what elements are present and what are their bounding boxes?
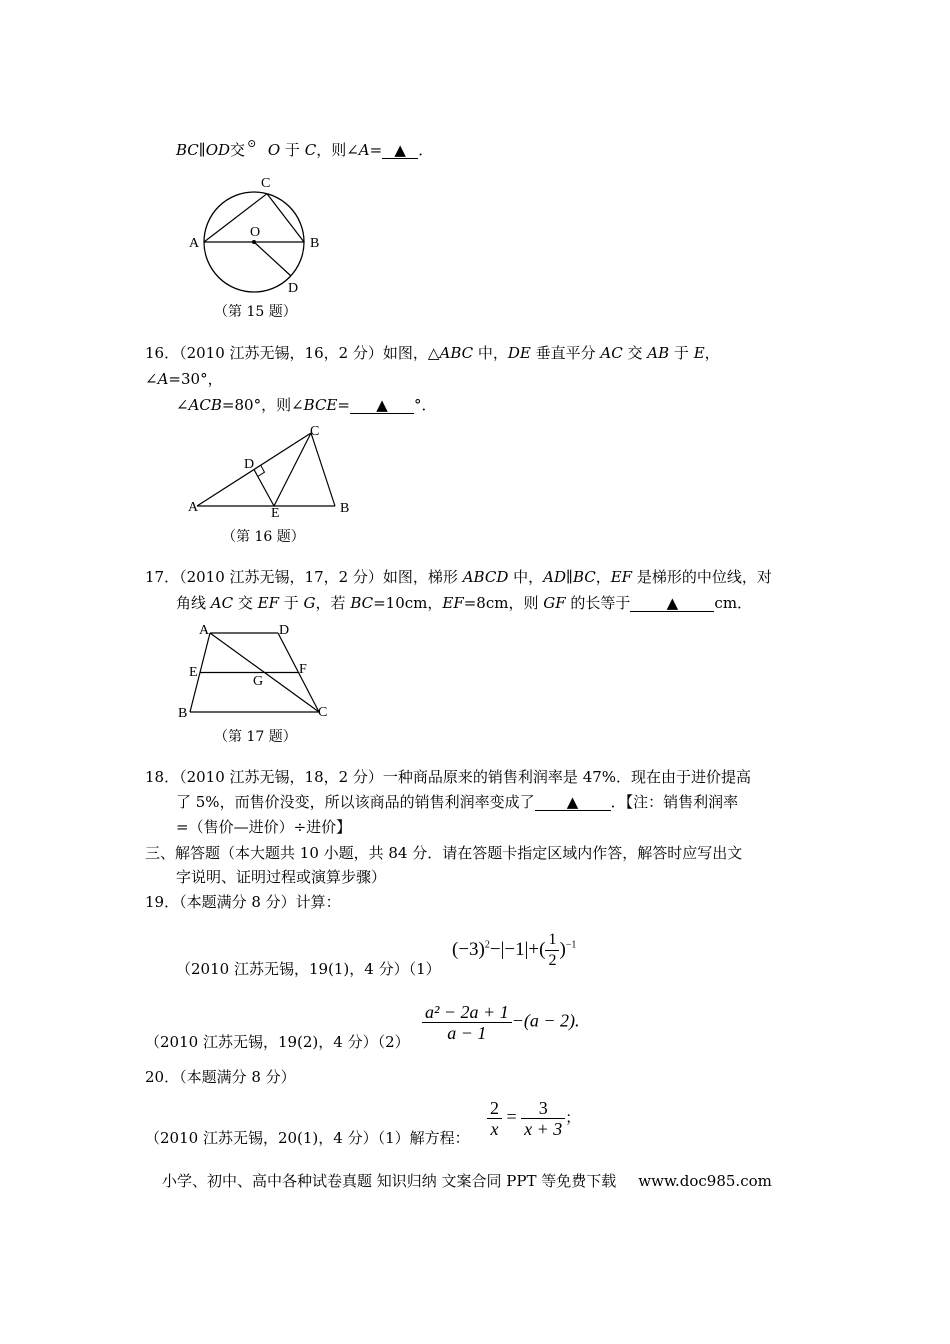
section3-header-cont: 字说明、证明过程或演算步骤） bbox=[176, 868, 387, 886]
tri-abc: ABC bbox=[439, 344, 474, 362]
word-yu: 于 bbox=[669, 344, 694, 362]
q17-caption: （第 17 题） bbox=[214, 729, 297, 745]
label-d: D bbox=[288, 281, 299, 296]
label-d: D bbox=[279, 623, 290, 638]
eq-sign: = bbox=[337, 396, 350, 414]
label-c: C bbox=[261, 176, 271, 191]
seg-od: OD bbox=[205, 141, 231, 159]
q19-part2-expression bbox=[422, 1002, 579, 1043]
word-jiao: 交 bbox=[233, 594, 258, 612]
exponent: −1 bbox=[565, 939, 577, 951]
q16-line3 bbox=[176, 395, 436, 415]
q16-source: （2010 江苏无锡，16，2 分）如图，△ bbox=[179, 344, 440, 362]
degree-period: °． bbox=[413, 396, 437, 414]
numerator: a² − 2a + 1 bbox=[422, 1002, 512, 1023]
answer-blank: ▲ bbox=[350, 397, 414, 414]
comma: ， bbox=[704, 344, 720, 362]
center-dot bbox=[252, 240, 256, 244]
q18-note: ．【注：销售利润率 bbox=[610, 793, 739, 811]
q18-text-1: （2010 江苏无锡，18，2 分）一种商品原来的销售利润率是 47%．现在由于进价提高 bbox=[179, 768, 752, 786]
q16-figure bbox=[180, 420, 360, 520]
q19-number: 19． bbox=[145, 893, 180, 911]
seg-de: DE bbox=[507, 344, 531, 362]
parallel-sym: ∥ bbox=[198, 141, 206, 159]
word-dedeng: 的长等于 bbox=[565, 594, 631, 612]
seg-ef: EF bbox=[442, 594, 464, 612]
angle-bce: BCE bbox=[303, 396, 338, 414]
angle-acb-value: =80°，则∠ bbox=[221, 396, 304, 414]
side-bc bbox=[311, 433, 335, 506]
label-a: A bbox=[188, 500, 199, 515]
semicolon: ； bbox=[565, 1110, 581, 1127]
q19-part1-expression bbox=[452, 930, 576, 971]
parallel-sym: ∥ bbox=[566, 568, 573, 586]
word-chuizhi: 垂直平分 bbox=[530, 344, 601, 362]
word-jiao: 交 bbox=[622, 344, 648, 362]
pt-c: C bbox=[304, 141, 317, 159]
answer-blank: ▲ bbox=[382, 142, 418, 159]
pt-g: G bbox=[303, 594, 316, 612]
fraction-left bbox=[487, 1098, 502, 1139]
numerator: 2 bbox=[487, 1098, 502, 1119]
label-a: A bbox=[189, 236, 200, 251]
q19-header bbox=[145, 892, 341, 912]
q16-line2 bbox=[145, 369, 223, 389]
label-b: B bbox=[178, 706, 188, 721]
label-e: E bbox=[189, 665, 198, 680]
ef-value: =8cm，则 bbox=[463, 594, 544, 612]
q17-rest: 是梯形的中位线，对 bbox=[632, 568, 772, 586]
seg-ac: AC bbox=[210, 594, 234, 612]
pt-a: A bbox=[358, 141, 370, 159]
q15-text-line bbox=[176, 134, 433, 160]
numerator: 1 bbox=[545, 930, 559, 951]
word-ze: ，则∠ bbox=[316, 141, 359, 159]
seg-ad: AD bbox=[543, 568, 566, 586]
word-yu: 于 bbox=[284, 141, 300, 159]
angle-sym: ∠ bbox=[176, 396, 189, 414]
pt-o: O bbox=[267, 141, 281, 159]
seg-ef: EF bbox=[610, 568, 633, 586]
seg-ab: AB bbox=[647, 344, 670, 362]
q16-number: 16． bbox=[145, 344, 180, 362]
comma: ， bbox=[595, 568, 611, 586]
word-diagonal: 角线 bbox=[176, 594, 211, 612]
q17-line2 bbox=[176, 593, 752, 613]
expr-part: ) bbox=[559, 938, 566, 960]
section3-header: 三、解答题（本大题共 10 小题，共 84 分．请在答题卡指定区域内作答，解答时应写出文 bbox=[145, 844, 743, 862]
angle-a-value: =30°， bbox=[168, 370, 223, 388]
seg-bc: BC bbox=[572, 568, 596, 586]
seg-ef: EF bbox=[257, 594, 279, 612]
q17-source: （2010 江苏无锡，17，2 分）如图，梯形 bbox=[179, 568, 463, 586]
footer-text: 小学、初中、高中各种试卷真题 知识归纳 文案合同 PPT 等免费下载 bbox=[162, 1172, 617, 1190]
label-g: G bbox=[253, 674, 264, 689]
fraction-right bbox=[521, 1098, 565, 1139]
denominator: x + 3 bbox=[524, 1119, 563, 1139]
q19-part2-source: （2010 江苏无锡，19(2)，4 分）（2） bbox=[145, 1033, 410, 1051]
seg-gf: GF bbox=[543, 594, 566, 612]
answer-blank: ▲ bbox=[630, 595, 714, 612]
word-ruo: ，若 bbox=[315, 594, 351, 612]
trap-abcd: ABCD bbox=[462, 568, 509, 586]
label-c: C bbox=[310, 424, 320, 439]
q18-line1 bbox=[145, 767, 751, 787]
seg-ac: AC bbox=[600, 344, 623, 362]
seg-de bbox=[254, 470, 274, 507]
word-zhong: 中， bbox=[508, 568, 544, 586]
bc-value: =10cm， bbox=[373, 594, 443, 612]
seg-ce bbox=[274, 433, 311, 506]
word-jiao: 交 bbox=[230, 141, 246, 159]
expr-tail: −(a − 2). bbox=[511, 1010, 580, 1031]
exponent: 2 bbox=[484, 939, 490, 951]
word-yu: 于 bbox=[279, 594, 304, 612]
label-d: D bbox=[244, 457, 255, 472]
footer bbox=[162, 1171, 772, 1191]
q17-figure bbox=[176, 620, 336, 722]
q16-caption: （第 16 题） bbox=[222, 529, 305, 545]
fraction-half bbox=[545, 930, 559, 971]
eq-sign: = bbox=[506, 1106, 517, 1127]
answer-blank: ▲ bbox=[535, 794, 611, 811]
denominator: a − 1 bbox=[447, 1023, 487, 1043]
q18-text-2: 了 5%，而售价没变，所以该商品的销售利润率变成了 bbox=[176, 793, 535, 811]
q15-caption: （第 15 题） bbox=[214, 304, 297, 320]
denominator: 2 bbox=[548, 952, 557, 969]
denominator: x bbox=[490, 1119, 499, 1139]
q16-line1 bbox=[145, 343, 720, 363]
q19-header-text: （本题满分 8 分）计算： bbox=[179, 893, 341, 911]
label-e: E bbox=[271, 506, 280, 520]
label-b: B bbox=[310, 236, 320, 251]
label-a: A bbox=[199, 623, 210, 638]
label-f: F bbox=[299, 662, 307, 677]
unit-cm: cm． bbox=[714, 594, 753, 612]
label-o: O bbox=[250, 225, 261, 240]
q15-figure bbox=[180, 172, 330, 298]
angle-acb: ACB bbox=[188, 396, 222, 414]
q17-line1 bbox=[145, 567, 772, 587]
label-c: C bbox=[318, 705, 328, 720]
q18-number: 18． bbox=[145, 768, 180, 786]
expr-part: −|−1|+( bbox=[489, 938, 546, 960]
radius-od bbox=[254, 242, 291, 276]
eq-sign: = bbox=[369, 141, 383, 159]
label-b: B bbox=[340, 501, 350, 516]
q18-line2 bbox=[176, 792, 738, 812]
q19-part1-source: （2010 江苏无锡，19(1)，4 分）（1） bbox=[176, 960, 441, 978]
q20-header bbox=[145, 1067, 296, 1087]
period: ． bbox=[418, 141, 434, 159]
pt-e: E bbox=[693, 344, 705, 362]
fraction-rational bbox=[422, 1002, 512, 1043]
q20-part1-source: （2010 江苏无锡，20(1)，4 分）（1）解方程： bbox=[145, 1129, 470, 1147]
footer-url[interactable]: www.doc985.com bbox=[638, 1172, 772, 1190]
seg-bc: BC bbox=[176, 141, 199, 159]
q20-header-text: （本题满分 8 分） bbox=[179, 1068, 296, 1086]
word-zhong: 中， bbox=[473, 344, 508, 362]
pt-a: A bbox=[157, 370, 169, 388]
q20-number: 20． bbox=[145, 1068, 180, 1086]
expr-part: (−3) bbox=[452, 938, 485, 960]
numerator: 3 bbox=[521, 1098, 565, 1119]
q17-number: 17． bbox=[145, 568, 180, 586]
angle-sym: ∠ bbox=[145, 370, 158, 388]
q18-line3: =（售价—进价）÷进价】 bbox=[176, 818, 352, 836]
q20-part1-equation bbox=[487, 1098, 580, 1139]
seg-bc: BC bbox=[350, 594, 374, 612]
circle-dot-icon: ⊙ bbox=[247, 137, 257, 150]
